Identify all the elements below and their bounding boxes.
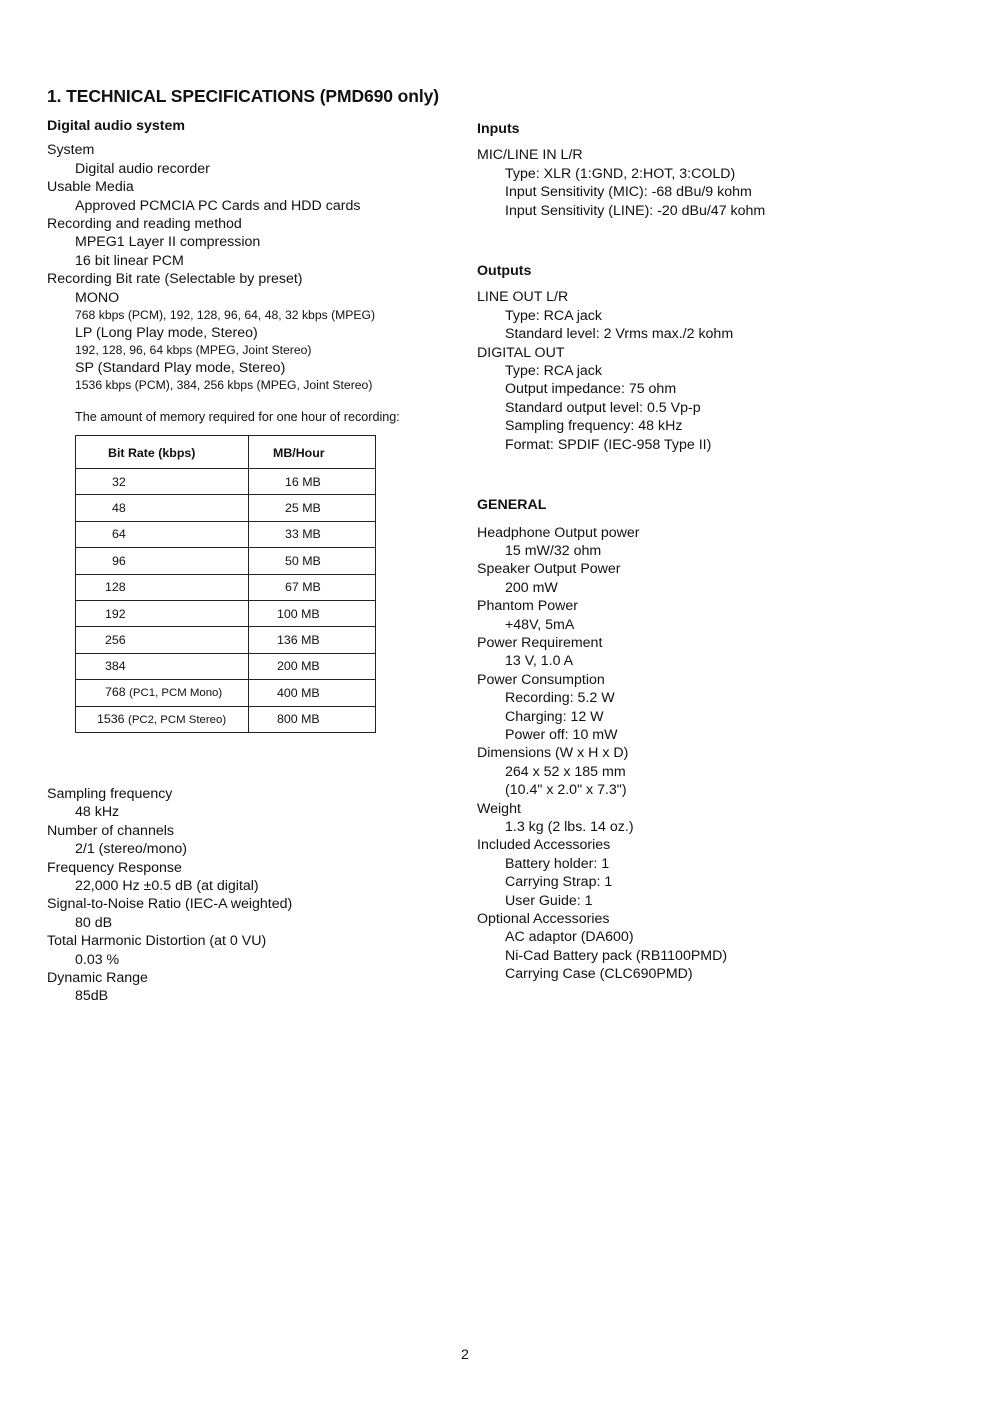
table-row [76,574,376,600]
spec-value-optional-accessory: AC adaptor (DA600) [505,929,634,946]
table-cell-rate: 64 [76,521,249,547]
spec-label-power-requirement: Power Requirement [477,634,603,651]
spec-label-power-consumption: Power Consumption [477,671,605,688]
spec-value-digital-out: Output impedance: 75 ohm [505,381,677,398]
bitrate-rates: 768 kbps (PCM), 192, 128, 96, 64, 48, 32 kbps (MPEG) [75,308,376,323]
spec-label-frequency-response: Frequency Response [47,859,182,876]
memory-table [75,435,376,733]
page-number: 2 [461,1347,469,1363]
table-row [76,469,376,495]
table-header-row [76,436,376,469]
outputs-section [477,262,957,454]
spec-value-system: Digital audio recorder [75,160,210,177]
table-cell-mb: 16 MB [249,469,376,495]
spec-value-snr: 80 dB [75,914,113,931]
spec-value-media: Approved PCMCIA PC Cards and HDD cards [75,197,361,214]
bitrate-rates: 192, 128, 96, 64 kbps (MPEG, Joint Stereo) [75,343,312,358]
bitrate-rates: 1536 kbps (PCM), 384, 256 kbps (MPEG, Joint Stereo) [75,378,373,393]
spec-value-dimensions: 264 x 52 x 185 mm [505,763,626,780]
spec-label-digital-out: DIGITAL OUT [477,344,565,361]
spec-value-dynamic-range: 85dB [75,988,109,1005]
spec-value-line-out: Type: RCA jack [505,307,602,324]
spec-value-optional-accessory: Ni-Cad Battery pack (RB1100PMD) [505,947,728,964]
spec-label-dimensions: Dimensions (W x H x D) [477,745,629,762]
spec-value-digital-out: Sampling frequency: 48 kHz [505,418,683,435]
bitrate-mode: MONO [75,289,120,306]
table-cell-rate: 48 [76,495,249,521]
spec-value-weight: 1.3 kg (2 lbs. 14 oz.) [505,819,634,835]
spec-value-included-accessory: Battery holder: 1 [505,855,610,872]
table-cell-mb: 100 MB [249,601,376,627]
spec-label-mic-line-in: MIC/LINE IN L/R [477,147,583,164]
spec-value-speaker: 200 mW [505,579,558,596]
spec-value-digital-out: Type: RCA jack [505,363,602,380]
spec-label-optional-accessories: Optional Accessories [477,911,610,928]
spec-label-headphone: Headphone Output power [477,524,640,541]
table-cell-rate: 384 [76,653,249,679]
spec-value-input: Input Sensitivity (LINE): -20 dBu/47 kohm [505,202,766,219]
spec-label-bitrate: Recording Bit rate (Selectable by preset) [47,271,303,288]
spec-label-snr: Signal-to-Noise Ratio (IEC-A weighted) [47,896,293,913]
spec-value-input: Type: XLR (1:GND, 2:HOT, 3:COLD) [505,165,736,182]
table-cell-rate: 32 [76,469,249,495]
bitrate-mode: LP (Long Play mode, Stereo) [75,324,258,341]
spec-value-dimensions: (10.4" x 2.0" x 7.3") [505,782,627,799]
spec-value-digital-out: Format: SPDIF (IEC-958 Type II) [505,436,712,453]
spec-label-phantom: Phantom Power [477,598,578,615]
spec-value-power-consumption: Charging: 12 W [505,708,604,725]
spec-label-sampling: Sampling frequency [47,785,173,802]
spec-value-power-consumption: Recording: 5.2 W [505,690,615,707]
spec-label-included-accessories: Included Accessories [477,837,611,854]
spec-label-dynamic-range: Dynamic Range [47,970,148,987]
spec-value-digital-out: Standard output level: 0.5 Vp-p [505,399,701,416]
inputs-section [477,120,957,220]
table-cell-rate: 768 (PC1, PCM Mono) [76,680,249,706]
table-cell-rate: 1536 (PC2, PCM Stereo) [76,706,249,732]
section-heading-inputs: Inputs [477,121,520,137]
spec-label-thd: Total Harmonic Distortion (at 0 VU) [47,933,267,950]
table-cell-rate: 96 [76,548,249,574]
spec-value-headphone: 15 mW/32 ohm [505,542,602,559]
table-cell-mb: 67 MB [249,574,376,600]
spec-value-channels: 2/1 (stereo/mono) [75,841,187,858]
table-cell-rate: 256 [76,627,249,653]
section-heading-digital-audio: Digital audio system [47,118,185,134]
column-header-mbhour: MB/Hour [249,436,376,469]
left-column [47,117,457,1006]
table-cell-mb: 800 MB [249,706,376,732]
table-row [76,495,376,521]
spec-value-power-consumption: Power off: 10 mW [505,726,618,743]
spec-label-speaker: Speaker Output Power [477,561,621,578]
table-row [76,627,376,653]
spec-value-phantom: +48V, 5mA [505,616,575,633]
spec-value-method: 16 bit linear PCM [75,252,184,269]
spec-value-frequency-response: 22,000 Hz ±0.5 dB (at digital) [75,878,259,894]
page-title: 1. TECHNICAL SPECIFICATIONS (PMD690 only) [47,86,439,106]
spec-label-weight: Weight [477,800,521,817]
table-cell-mb: 25 MB [249,495,376,521]
table-cell-mb: 200 MB [249,653,376,679]
table-cell-mb: 136 MB [249,627,376,653]
column-header-bitrate: Bit Rate (kbps) [76,436,249,469]
table-row [76,706,376,732]
table-row [76,521,376,547]
table-row [76,548,376,574]
spec-value-line-out: Standard level: 2 Vrms max./2 kohm [505,326,734,343]
table-row [76,601,376,627]
table-cell-mb: 33 MB [249,521,376,547]
memory-note: The amount of memory required for one hour of recording: [75,409,400,424]
spec-value-power-requirement: 13 V, 1.0 A [505,653,574,670]
spec-value-sampling: 48 kHz [75,804,120,821]
spec-label-channels: Number of channels [47,822,174,839]
section-heading-outputs: Outputs [477,263,532,280]
right-column [477,120,957,984]
spec-label-method: Recording and reading method [47,216,242,233]
spec-value-method: MPEG1 Layer II compression [75,234,261,251]
spec-label-media: Usable Media [47,179,134,196]
spec-value-included-accessory: Carrying Strap: 1 [505,874,613,891]
table-cell-mb: 50 MB [249,548,376,574]
spec-value-included-accessory: User Guide: 1 [505,892,593,909]
table-row [76,653,376,679]
table-cell-rate: 128 [76,574,249,600]
spec-value-thd: 0.03 % [75,951,120,968]
bitrate-mode: SP (Standard Play mode, Stereo) [75,359,286,376]
table-cell-rate: 192 [76,601,249,627]
table-cell-mb: 400 MB [249,680,376,706]
section-heading-general: GENERAL [477,497,547,514]
spec-value-optional-accessory: Carrying Case (CLC690PMD) [505,966,693,983]
spec-value-input: Input Sensitivity (MIC): -68 dBu/9 kohm [505,184,752,201]
general-section [477,496,957,984]
spec-label-system: System [47,142,95,159]
table-row [76,680,376,706]
spec-label-line-out: LINE OUT L/R [477,289,569,306]
